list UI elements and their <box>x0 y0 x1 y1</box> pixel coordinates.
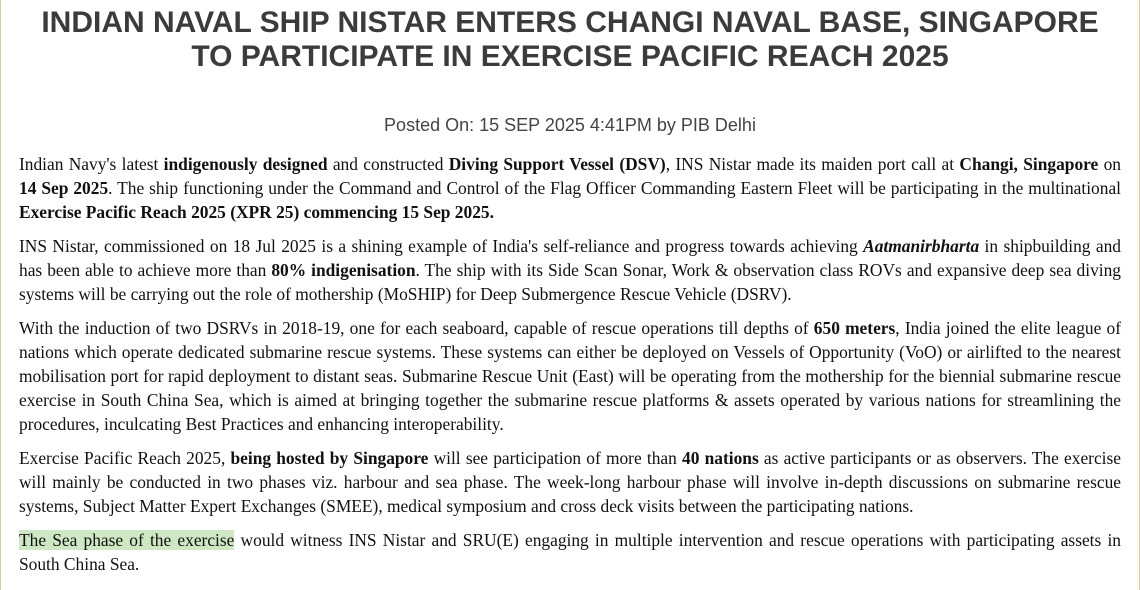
text-run: INS Nistar, commissioned on 18 Jul 2025 is a shining example of India's self-reliance and progress towards achieving <box>19 236 864 256</box>
paragraph-2 <box>19 234 1121 306</box>
highlighted-text[interactable]: The Sea phase of the exercise <box>19 530 235 550</box>
bold-text: indigenously designed <box>163 154 328 174</box>
bold-text: 40 nations <box>682 448 759 468</box>
text-run: With the induction of two DSRVs in 2018-19, one for each seaboard, capable of rescue operations till depths of <box>19 318 814 338</box>
text-run: on <box>1098 154 1121 174</box>
text-run: , India joined the elite league of nations which operate dedicated submarine rescue systems. These systems can either be deployed on Vessels of Opportunity (VoO) or airlifted to the nearest mobilisation port for rapid deployment to distant seas. Submarine Rescue Unit (East) will be operating from the mothership for the biennial submarine rescue exercise in South China Sea, which is aimed at bringing together the submarine rescue platforms & assets operated by various nations for streamlining the procedures, inculcating Best Practices and enhancing interoperability. <box>19 318 1121 434</box>
text-run: and constructed <box>327 154 449 174</box>
text-run: in shipbuilding and has been able to achieve more than <box>19 236 1121 280</box>
bold-italic-text: Aatmanirbharta <box>863 236 980 256</box>
text-run: . The ship functioning under the Command and Control of the Flag Officer Commanding Eastern Fleet will be participating in the multinational <box>108 178 1121 198</box>
bold-text: 14 Sep 2025 <box>19 178 109 198</box>
bold-text: Exercise Pacific Reach 2025 (XPR 25) commencing 15 Sep 2025. <box>19 202 494 222</box>
paragraph-5 <box>19 528 1121 576</box>
text-run: Indian Navy's latest <box>19 154 164 174</box>
bold-text: Diving Support Vessel (DSV) <box>448 154 666 174</box>
text-run: , INS Nistar made its maiden port call at <box>665 154 960 174</box>
bold-text: 80% indigenisation <box>271 260 416 280</box>
text-run: will see participation of more than <box>428 448 683 468</box>
article-body <box>19 152 1121 576</box>
posted-on-line: Posted On: 15 SEP 2025 4:41PM by PIB Delhi <box>384 115 756 135</box>
bold-text: being hosted by Singapore <box>230 448 429 468</box>
paragraph-4 <box>19 446 1121 518</box>
text-run: would witness INS Nistar and SRU(E) engaging in multiple intervention and rescue operations with participating assets in South China Sea. <box>19 530 1121 574</box>
article-title: INDIAN NAVAL SHIP NISTAR ENTERS CHANGI NAVAL BASE, SINGAPORE TO PARTICIPATE IN EXERCISE PACIFIC REACH 2025 <box>41 6 1099 73</box>
paragraph-1 <box>19 152 1121 224</box>
text-run: Exercise Pacific Reach 2025, <box>19 448 231 468</box>
paragraph-3 <box>19 316 1121 436</box>
bold-text: Changi, Singapore <box>959 154 1099 174</box>
text-run: as active participants or as observers. The exercise will mainly be conducted in two phases viz. harbour and sea phase. The week-long harbour phase will involve in-depth discussions on submarine rescue systems, Subject Matter Expert Exchanges (SMEE), medical symposium and cross deck visits between the participating nations. <box>19 448 1121 516</box>
bold-text: 650 meters <box>813 318 896 338</box>
text-run: . The ship with its Side Scan Sonar, Work & observation class ROVs and expansive deep sea diving systems will be carrying out the role of mothership (MoSHIP) for Deep Submergence Rescue Vehicle (DSRV). <box>19 260 1121 304</box>
